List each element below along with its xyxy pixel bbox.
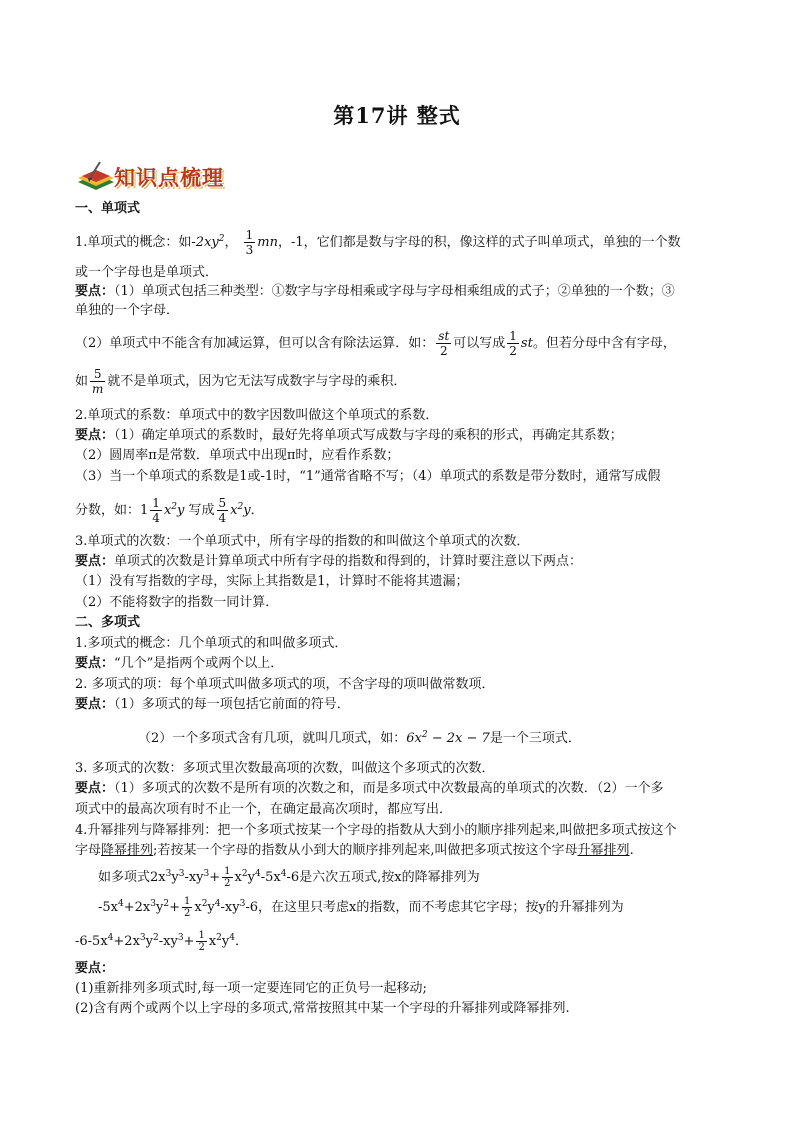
- fraction: $\frac{1}{3}$: [245, 228, 254, 257]
- page-title: 第17讲 整式: [333, 103, 461, 128]
- rearrange-note-1: (1)重新排列多项式时,每一项一定要连同它的正负号一起移动;: [75, 981, 427, 996]
- section-banner: [76, 158, 246, 194]
- coefficient-note-4: 分数，如：1 $\frac{1}{4}$ $x^2y$ 写成 $\frac{5}{4}$ $x^2y$．: [75, 496, 264, 525]
- section-heading-polynomial: 二、多项式: [75, 615, 141, 630]
- key-point-6-cont: （2）一个多项式含有几项，就叫几项式，如：$6x^2 - 2x - 7$是一个三项式．: [138, 730, 581, 746]
- key-point-7: 要点：（1）多项式的次数不是所有项的次数之和，而是多项式中次数最高的单项式的次数．（2）一个多: [75, 781, 664, 796]
- polynomial-degree: 3. 多项式的次数：多项式里次数最高项的次数，叫做这个多项式的次数．: [75, 761, 495, 776]
- degree-note-1: （1）没有写指数的字母，实际上其指数是1，计算时不能将其遗漏；: [75, 574, 469, 589]
- degree-note-2: （2）不能将数字的指数一同计算．: [75, 595, 279, 610]
- example-line-3: $-6-5x^4+2x^3y^2-xy^3+$ $\frac{1}{2}$ $x^2y^4$．: [75, 930, 249, 953]
- coefficient-definition: 2.单项式的系数：单项式中的数字因数叫做这个单项式的系数．: [75, 408, 439, 423]
- coefficient-note-3: （3）当一个单项式的系数是1或-1时，“1”通常省略不写；（4）单项式的系数是带分数时，通常写成假: [75, 469, 661, 484]
- degree-definition: 3.单项式的次数：一个单项式中，所有字母的指数的和叫做这个单项式的次数．: [75, 534, 530, 549]
- key-point-4: 要点：单项式的次数是计算单项式中所有字母的指数和得到的，计算时要注意以下两点：: [75, 554, 583, 569]
- rearrange-note-2: (2)含有两个或两个以上字母的多项式,常常按照其中某一个字母的升幂排列或降幂排列.: [75, 1001, 570, 1016]
- key-point-6: 要点：（1）多项式的每一项包括它前面的符号．: [75, 697, 350, 712]
- key-point-1: 要点：（1）单项式包括三种类型：①数字与字母相乘或字母与字母相乘组成的式子；②单独的一个数；③: [75, 284, 675, 299]
- key-point-5: 要点：“几个”是指两个或两个以上．: [75, 656, 284, 671]
- section-heading-monomial: 一、单项式: [75, 201, 141, 216]
- ordering-definition-cont: 字母降幂排列;若按某一个字母的指数从小到大的顺序排列起来,叫做把多项式按这个字母升幂排列.: [75, 843, 634, 858]
- book-icon: [76, 160, 116, 192]
- ordering-definition: 4.升幂排列与降幂排列：把一个多项式按某一个字母的指数从大到小的顺序排列起来,叫做把多项式按这个: [75, 823, 677, 838]
- example-line-1: 如多项式$2x^3y^3-xy^3+$ $\frac{1}{2}$ $x^2y^4-5x^4-6$是六次五项式,按x的降幂排列为: [98, 866, 480, 889]
- polynomial-terms: 2. 多项式的项：每个单项式叫做多项式的项，不含字母的项叫做常数项．: [75, 677, 495, 692]
- key-point-7-cont: 项式中的最高次项有时不止一个，在确定最高次项时，都应写出．: [75, 802, 453, 817]
- example-line-2: $-5x^4+2x^3y^2+$ $\frac{1}{2}$ $x^2y^4-xy^3-6$，在这里只考虑x的指数，而不考虑其它字母；按y的升幂排列为: [98, 896, 624, 919]
- monomial-definition-cont: 或一个字母也是单项式．: [75, 265, 219, 280]
- key-point-2: （2）单项式中不能含有加减运算，但可以含有除法运算．如： $\frac{st}{2}$ 可以写成 $\frac{1}{2}$ st。但若分母中含有字母，: [75, 329, 676, 358]
- monomial-definition: 1.单项式的概念：如$-2xy^2$， $\frac{1}{3}$ mn，-1，它们都是数与字母的积，像这样的式子叫单项式，单独的一个数: [75, 228, 681, 257]
- banner-label: 知识点梳理: [114, 166, 224, 190]
- key-point-2-cont: 如 $\frac{5}{m}$ 就不是单项式，因为它无法写成数字与字母的乘积．: [75, 367, 407, 396]
- coefficient-note-2: （2）圆周率π是常数．单项式中出现π时，应看作系数；: [75, 448, 400, 463]
- polynomial-definition: 1.多项式的概念：几个单项式的和叫做多项式．: [75, 636, 348, 651]
- key-point-1-cont: 单独的一个字母．: [75, 303, 180, 318]
- key-point-8-heading: 要点：: [75, 961, 115, 976]
- key-point-3: 要点：（1）确定单项式的系数时，最好先将单项式写成数与字母的乘积的形式，再确定其系数；: [75, 428, 623, 443]
